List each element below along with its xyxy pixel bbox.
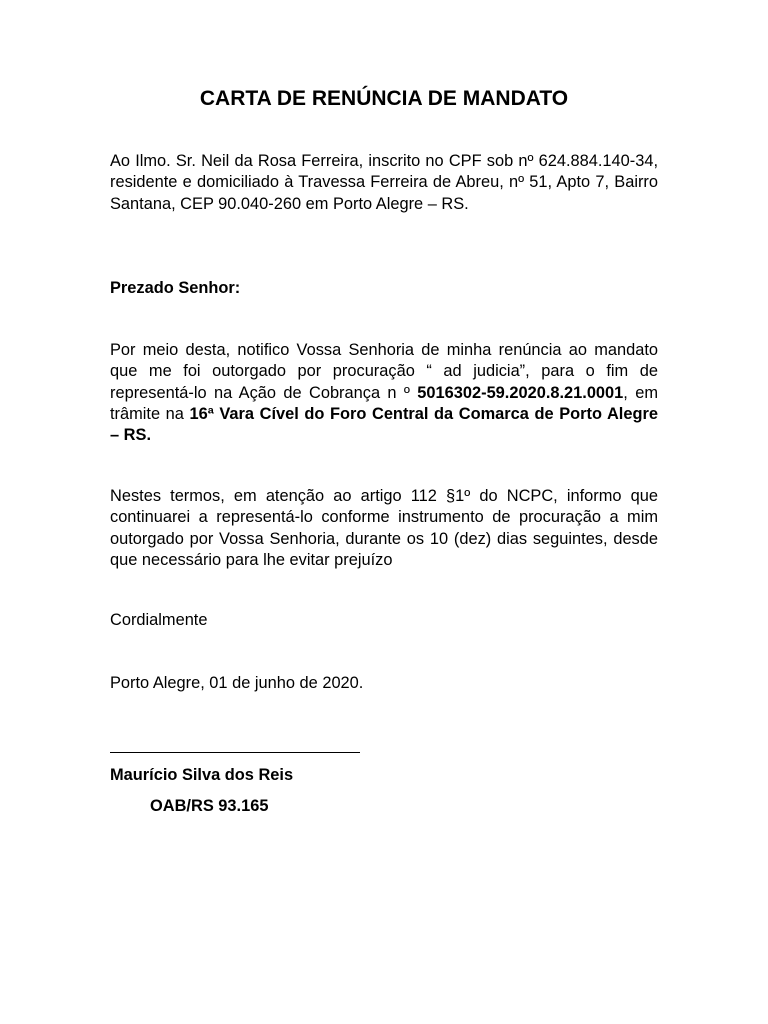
case-number: 5016302-59.2020.8.21.0001 (417, 383, 624, 402)
document-title: CARTA DE RENÚNCIA DE MANDATO (199, 87, 569, 110)
place-and-date: Porto Alegre, 01 de junho de 2020. (110, 674, 364, 692)
renunciation-text-middle: , em trâmite na (110, 383, 658, 423)
salutation: Prezado Senhor: (110, 279, 241, 297)
terms-paragraph: Nestes termos, em atenção ao artigo 112 §1º do NCPC, informo que continuarei a representá-lo conforme instrumento de procuração a mim outorgado por Vossa Senhoria, durante os 10 (dez) dias seguintes, desde que necessário para lhe evitar prejuízo (110, 487, 658, 569)
closing: Cordialmente (110, 611, 208, 629)
signature-line (110, 752, 360, 753)
renunciation-paragraph (110, 340, 658, 446)
addressee-paragraph: Ao Ilmo. Sr. Neil da Rosa Ferreira, inscrito no CPF sob nº 624.884.140-34, residente e domiciliado à Travessa Ferreira de Abreu, nº 51, Apto 7, Bairro Santana, CEP 90.040-260 em Porto Alegre – RS. (110, 152, 658, 213)
signatory-oab-number: OAB/RS 93.165 (150, 797, 269, 815)
court-name: 16ª Vara Cível do Foro Central da Comarca de Porto Alegre – RS. (110, 404, 658, 445)
signatory-name: Maurício Silva dos Reis (110, 766, 294, 784)
renunciation-text-start: Por meio desta, notifico Vossa Senhoria de minha renúncia ao mandato que me foi outorgado por procuração “ ad judicia”, para o fim de representá-lo na Ação de Cobrança n º (110, 341, 658, 402)
